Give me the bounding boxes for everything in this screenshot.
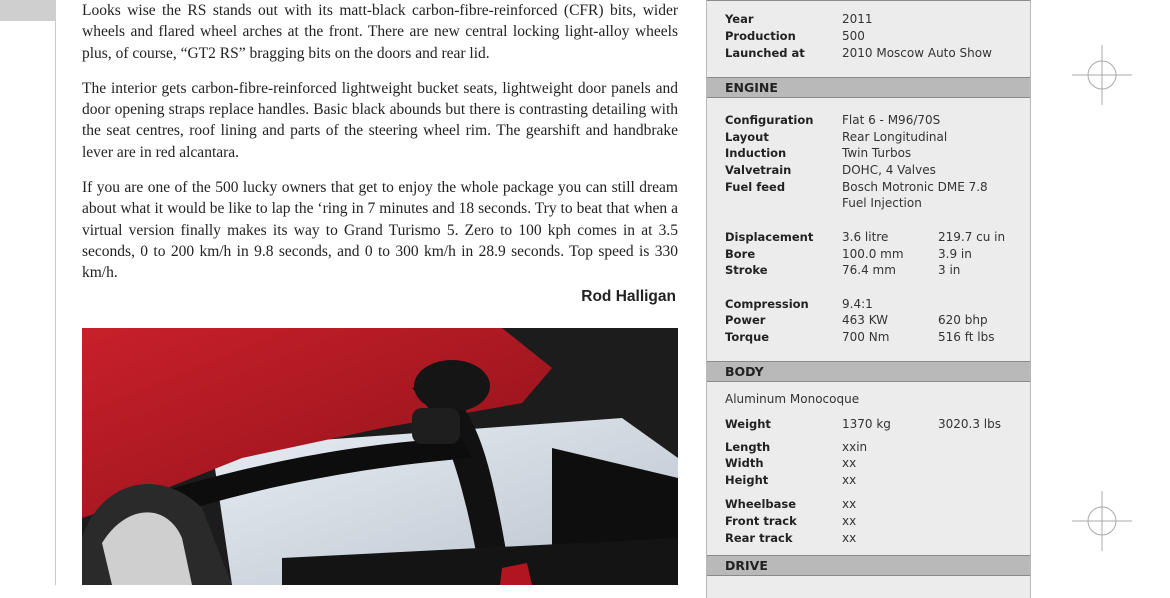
interior-photo-illustration [82, 328, 678, 585]
spec-sheet: Year 2011 Production 500 Launched at 2010 Moscow Auto Show ENGINE Configuration Flat 6 - M96/70S Layout Rear Longitudinal Induction Twin Turbos Valvetrain DOHC, 4 Valves Fuel feed Bosch Motronic DME 7.8 Fuel Injection Displacement 3.6 litre 219.7 cu in Bore 100.0 mm 3.9 in Stroke 76.4 mm 3 in Compression 9.4:1 Power 463 KW 620 bhp Torque 700 Nm 516 ft lbs BODY Aluminum Monocoque Weight 1370 kg 3020.3 lbs Length xxin Width xx Height xx Wheelbase xx Front track xx Rear track xx DRIVE [706, 0, 1031, 598]
author-byline: Rod Halligan [581, 288, 676, 305]
margin-rule [55, 21, 56, 585]
spec-section-body: BODY [707, 361, 1030, 382]
article-paragraph-2: The interior gets carbon-fibre-reinforced lightweight bucket seats, lightweight door panels and door opening straps replace handles. Basic black abounds but there is contrasting detailing with the seat centres, roof lining and parts of the steering wheel rim. The gearshift and handbrake lever are in red alcantara. [82, 79, 678, 161]
article-paragraph-3: If you are one of the 500 lucky owners that get to enjoy the whole package you can still dream about what it would be like to lap the ‘ring in 7 minutes and 18 seconds. Try to beat that when a virtual version finally makes its way to Grand Turismo 5. Zero to 100 kph comes in at 3.5 seconds, 0 to 200 km/h in 9.8 seconds, and 0 to 300 km/h in 28.9 seconds. Top speed is 330 km/h. [82, 179, 678, 282]
registration-mark-icon [1072, 491, 1132, 551]
spec-section-drive: DRIVE [707, 555, 1030, 576]
article-body [82, 0, 678, 298]
spec-header-top [707, 0, 1030, 1]
spec-section-engine: ENGINE [707, 77, 1030, 98]
page-corner-tab [0, 0, 56, 21]
article-paragraph-1: Looks wise the RS stands out with its matt-black carbon-fibre-reinforced (CFR) bits, wider wheels and flared wheel arches at the front. There are new central locking light-alloy wheels plus, of course, “GT2 RS” bragging bits on the doors and rear lid. [82, 2, 678, 62]
interior-photo [82, 328, 678, 585]
registration-mark-icon [1072, 45, 1132, 105]
